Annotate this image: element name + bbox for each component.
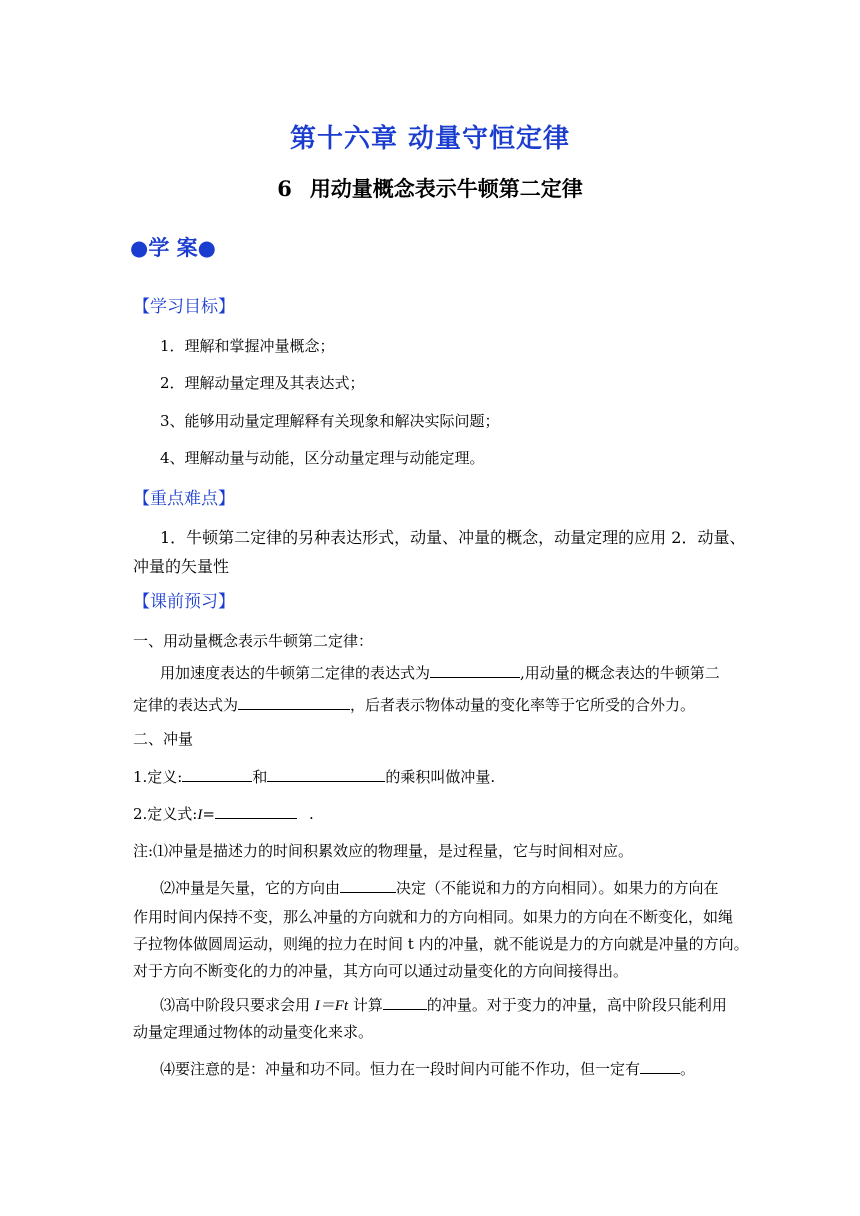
blank-momentum-formula[interactable] [238,695,350,710]
goals-heading: 【学习目标】 [133,297,235,317]
q1-text-d: ，后者表示物体动量的变化率等于它所受的合外力。 [350,696,696,714]
blank-impulse-direction[interactable] [340,878,396,893]
section-title-text: 用动量概念表示牛顿第二定律 [309,176,583,201]
blank-definition-2[interactable] [267,767,385,782]
definition-line [133,766,495,787]
q1-text-b: ,用动量的概念表达的牛顿第二 [520,664,720,682]
formula-end: . [308,805,314,823]
q2-title: 二、冲量 [133,730,194,748]
preview-heading: 【课前预习】 [133,592,235,612]
formula-eq: = [202,805,215,823]
formula-symbol-i: I [197,807,203,823]
blank-definition-1[interactable] [182,767,252,782]
note-3-line1 [160,994,727,1015]
goal-item: 4、理解动量与动能，区分动量定理与动能定理。 [160,449,485,467]
note-2-line1 [160,877,719,898]
goal-item: 2．理解动量定理及其表达式； [160,374,365,392]
blank-constant-force[interactable] [383,995,427,1010]
note2-text-b: 决定（不能说和力的方向相同）。如果力的方向在 [396,879,719,897]
formula-text-a: 2.定义式: [133,805,198,823]
def-text-c: 的乘积叫做冲量. [385,768,496,786]
note-2-line3: 子拉物体做圆周运动，则绳的拉力在时间 t 内的冲量，就不能说是力的方向就是冲量的方向。 [133,935,749,953]
keypoints-heading: 【重点难点】 [133,489,235,509]
formula-line [133,803,314,824]
note3-formula: I＝Ft [314,998,349,1014]
keypoints-line: 1．牛顿第二定律的另种表达形式，动量、冲量的概念，动量定理的应用 2．动量、 [160,528,746,547]
note3-text-b: 计算 [352,996,383,1014]
note-2-line4: 对于方向不断变化的力的冲量，其方向可以通过动量变化的方向间接得出。 [133,962,629,980]
blank-accel-formula[interactable] [430,663,520,678]
note4-text-a: ⑷要注意的是：冲量和功不同。恒力在一段时间内可能不作功，但一定有 [160,1060,641,1078]
xuean-heading: ●学 案● [130,235,216,260]
note3-text-a: ⑶高中阶段只要求会用 [160,996,311,1014]
q1-line1 [160,662,720,683]
def-text-a: 1.定义: [133,768,183,786]
q1-text-a: 用加速度表达的牛顿第二定律的表达式为 [160,664,431,682]
keypoints-line: 冲量的矢量性 [133,557,230,576]
section-title [0,173,860,203]
goal-item: 1．理解和掌握冲量概念； [160,337,335,355]
q1-text-c: 定律的表达式为 [133,696,239,714]
chapter-title: 第十六章 动量守恒定律 [289,124,571,154]
note-4 [160,1058,695,1079]
note2-text-a: ⑵冲量是矢量，它的方向由 [160,879,341,897]
q1-title: 一、用动量概念表示牛顿第二定律： [133,632,374,650]
section-number: 6 [277,176,292,201]
note4-text-b: 。 [680,1060,696,1078]
q1-line2 [133,694,695,715]
note-1: 注:⑴冲量是描述力的时间积累效应的物理量，是过程量，它与时间相对应。 [133,842,634,860]
note-2-line2: 作用时间内保持不变，那么冲量的方向就和力的方向相同。如果力的方向在不断变化，如绳 [133,908,734,926]
blank-formula[interactable] [215,804,297,819]
note3-text-c: 的冲量。对于变力的冲量，高中阶段只能利用 [426,996,727,1014]
goal-item: 3、能够用动量定理解释有关现象和解决实际问题； [160,412,500,430]
def-text-b: 和 [252,768,268,786]
note-3-line2: 动量定理通过物体的动量变化来求。 [133,1023,374,1041]
blank-impulse[interactable] [640,1059,680,1074]
